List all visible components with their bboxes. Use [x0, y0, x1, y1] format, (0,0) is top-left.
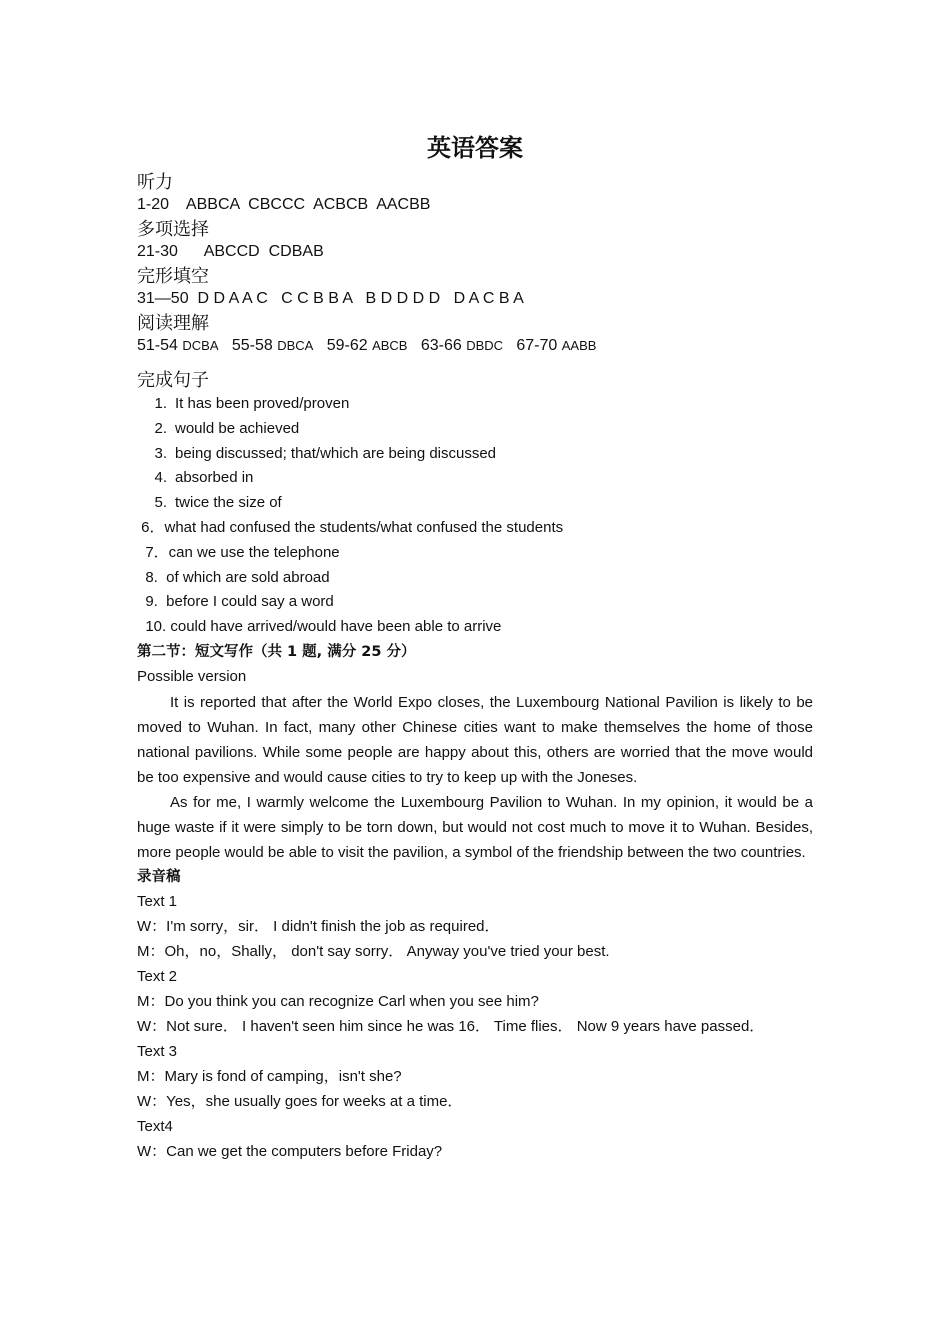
cloze-header: 完形填空	[137, 266, 209, 287]
sentence-item: 10. could have arrived/would have been able to arrive	[137, 618, 502, 636]
transcript-line: W：Can we get the computers before Friday?	[137, 1143, 443, 1161]
multi-choice-header: 多项选择	[137, 219, 209, 240]
reading-ans: DBDC	[466, 338, 504, 353]
sentence-text: would be achieved	[175, 419, 300, 437]
writing-header: 第二节：短文写作（共 1 题, 满分 25 分）	[137, 643, 416, 660]
sentence-number: 2.	[154, 419, 167, 437]
reading-ans: DBCA	[277, 338, 314, 353]
sentence-number: 3.	[154, 444, 167, 462]
sentence-item	[137, 491, 813, 516]
cloze-answers: 31—50 D D A A C C C B B A B D D D D D A C B A	[137, 290, 524, 307]
sentence-number: 1.	[154, 395, 167, 412]
transcript-line: Text 2	[137, 968, 178, 986]
transcript-line: W：Not sure． I haven't seen him since he was 16． Time flies． Now 9 years have passed．	[137, 1018, 765, 1036]
reading-range: 63-66	[420, 337, 462, 354]
reading-answers	[137, 335, 813, 359]
sentence-item: 6．what had confused the students/what confused the students	[137, 518, 564, 536]
sentence-item	[137, 417, 813, 442]
transcript-line: Text 1	[137, 893, 178, 911]
sentence-item	[137, 466, 813, 491]
sentence-item: 9. before I could say a word	[137, 593, 334, 611]
transcript-header: 录音稿	[137, 868, 181, 885]
reading-range: 59-62	[326, 337, 368, 354]
sentence-number: 5.	[154, 494, 167, 512]
sentence-item: 7．can we use the telephone	[137, 543, 340, 561]
listening-header: 听力	[137, 172, 173, 193]
transcript-line: W：Yes，she usually goes for weeks at a time．	[137, 1093, 463, 1111]
transcript-line: W：I'm sorry，sir． I didn't finish the job as required．	[137, 918, 500, 936]
sentence-item: 8. of which are sold abroad	[137, 568, 330, 586]
sentence-text: twice the size of	[175, 494, 282, 512]
essay-paragraph-1: It is reported that after the World Expo closes, the Luxembourg National Pavilion is likely to be moved to Wuhan. In fact, many other Chinese cities want to make themselves the home of those national pavilions. While some people are happy about this, others are worried that the move would be too expensive and would cause cities to try to keep up with the Joneses.	[137, 693, 813, 786]
transcript-line: Text4	[137, 1118, 173, 1136]
sentence-text: being discussed; that/which are being discussed	[175, 444, 497, 462]
reading-ans: AABB	[561, 338, 597, 353]
reading-range: 51-54	[137, 337, 178, 354]
sentence-item	[137, 442, 813, 467]
reading-ans: ABCB	[372, 338, 408, 353]
sentence-item	[137, 392, 813, 417]
transcript-line: M：Mary is fond of camping，isn't she?	[137, 1068, 402, 1086]
page-title: 英语答案	[427, 133, 523, 162]
sentence-text: It has been proved/proven	[175, 395, 350, 412]
transcript-line: Text 3	[137, 1043, 178, 1061]
reading-range: 55-58	[231, 337, 273, 354]
writing-label: Possible version	[137, 667, 247, 685]
reading-range: 67-70	[516, 337, 558, 354]
reading-header: 阅读理解	[137, 313, 209, 334]
sentence-text: absorbed in	[175, 469, 254, 487]
listening-answers: 1-20 ABBCA CBCCC ACBCB AACBB	[137, 196, 431, 213]
multi-choice-answers: 21-30 ABCCD CDBAB	[137, 243, 324, 260]
reading-ans: DCBA	[182, 338, 219, 353]
transcript-line: M：Oh，no，Shally， don't say sorry． Anyway you've tried your best.	[137, 943, 610, 961]
essay-paragraph-2: As for me, I warmly welcome the Luxembourg Pavilion to Wuhan. In my opinion, it would be a huge waste if it were simply to be torn down, but would not cost much to move it to Wuhan. Besides, more people would be able to visit the pavilion, a symbol of the friendship between the two countries.	[137, 793, 813, 861]
sentence-header: 完成句子	[137, 370, 209, 391]
spacer	[137, 359, 813, 369]
sentence-number: 4.	[154, 469, 167, 487]
document-content	[137, 130, 813, 1164]
transcript-line: M：Do you think you can recognize Carl when you see him?	[137, 993, 539, 1011]
